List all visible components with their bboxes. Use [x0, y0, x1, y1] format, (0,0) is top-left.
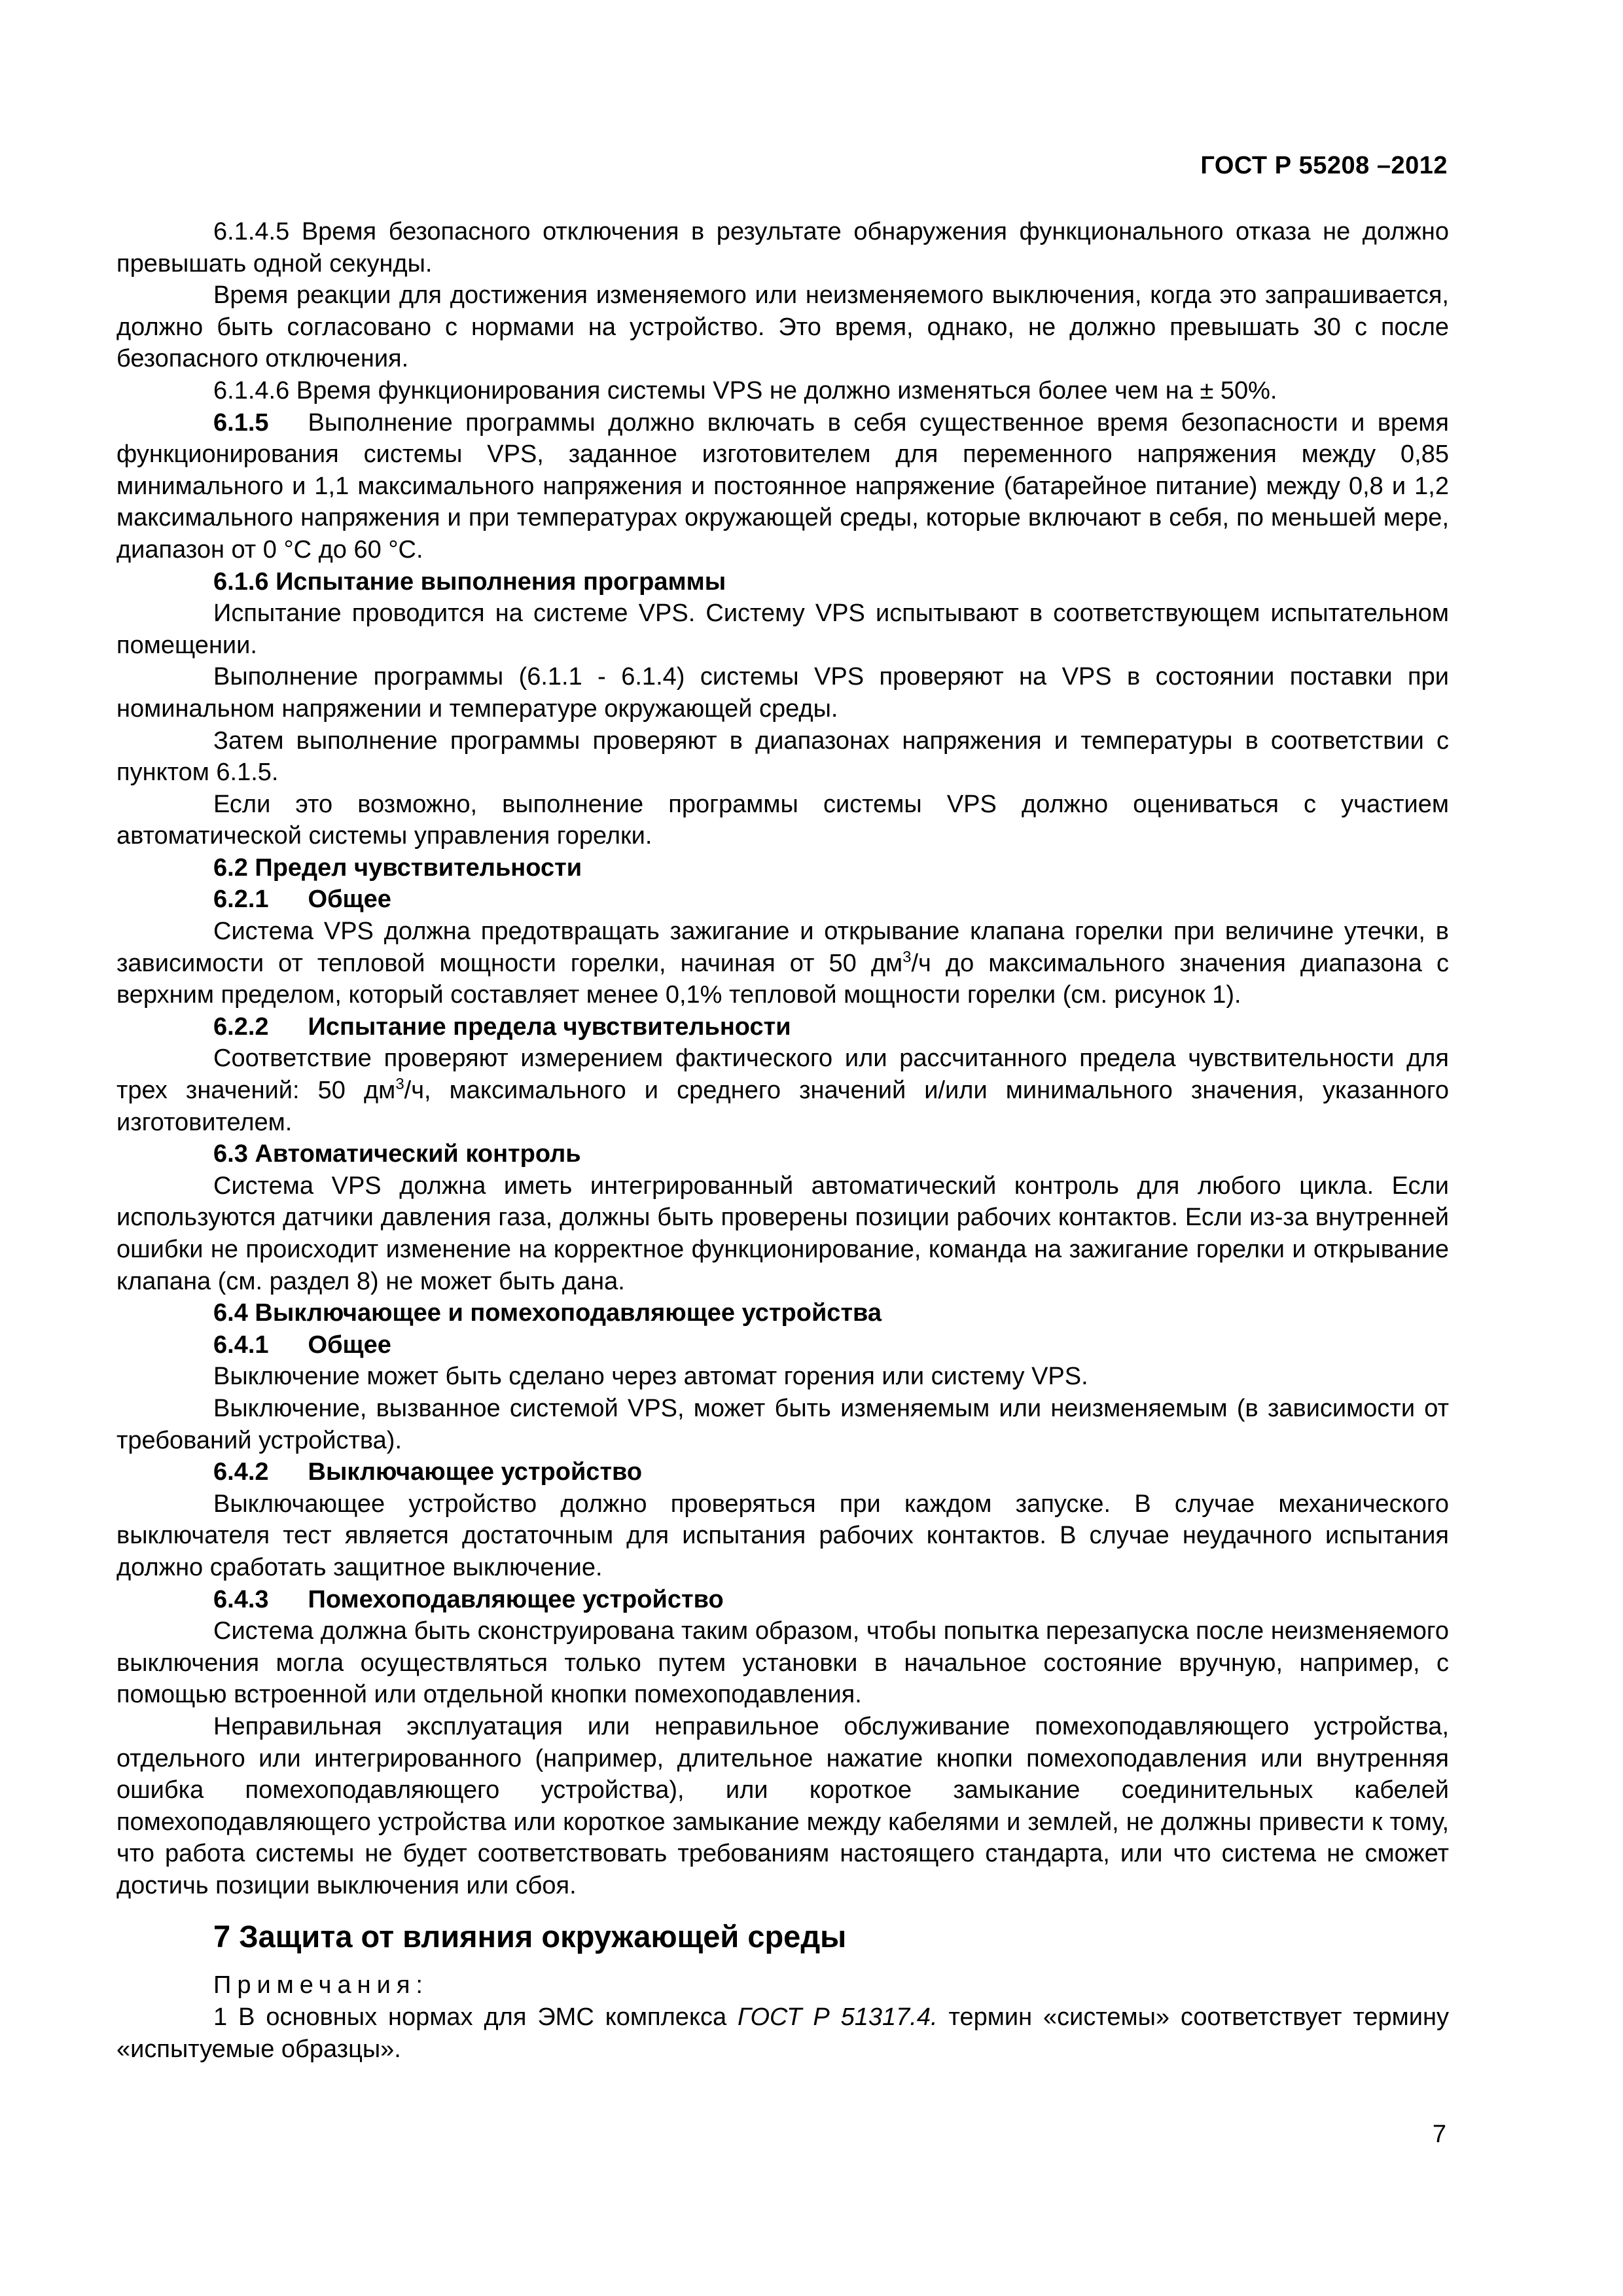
paragraph-shutdown: Выключение может быть сделано через автомат горения или систему VPS. — [213, 1363, 1088, 1391]
clause-title: Общее — [308, 1331, 391, 1359]
page-number: 7 — [1432, 2121, 1446, 2148]
paragraph-auto-control: Система VPS должна иметь интегрированный автоматический контроль для любого цикла. Если используются датчики давления газа, должны быть проверены позиции рабочих контактов. Если из-за внутренней ошибки не происходит изменение на корректное функционирование, команда на зажигание горелки и открывание клапана (см. раздел 8) не может быть дана. — [116, 1172, 1449, 1295]
paragraph-restart: Система должна быть сконструирована таким образом, чтобы попытка перезапуска после неизменяемого выключения могла осуществляться только путем установки в начальное состояние вручную, например, с помощью встроенной или отдельной кнопки помехоподавления. — [116, 1617, 1449, 1709]
heading-6-4-2 — [116, 1456, 1449, 1488]
text-part: Соответствие проверяют измерением фактического или рассчитанного предела чувствительности для трех значений: 50 дм — [116, 1045, 1449, 1105]
text-part: 1 В основных нормах для ЭМС комплекса — [213, 2003, 738, 2032]
note-1 — [116, 2001, 1449, 2065]
clause-title: Выключающее устройство — [308, 1458, 643, 1486]
text-part: термин «системы» соответствует термину «испытуемые образцы». — [116, 2003, 1449, 2063]
clause-number: 6.4.3 — [213, 1585, 269, 1613]
superscript: 3 — [902, 948, 912, 966]
heading-6-4: 6.4 Выключающее и помехоподавляющее устройства — [213, 1299, 882, 1327]
heading-6-1-6: 6.1.6 Испытание выполнения программы — [213, 567, 726, 596]
paragraph-6-1-5 — [116, 407, 1449, 566]
paragraph-6-1-4-6: 6.1.4.6 Время функционирования системы VPS не должно изменяться более чем на ± 50%. — [213, 376, 1277, 404]
clause-title: Общее — [308, 886, 391, 914]
paragraph-burner-control: Если это возможно, выполнение программы системы VPS должно оцениваться с участием автоматической системы управления горелки. — [116, 790, 1449, 850]
paragraph-misuse: Неправильная эксплуатация или неправильное обслуживание помехоподавляющего устройства, отдельного или интегрированного (например, длительное нажатие кнопки помехоподавления или внутренняя ошибка помехоподавляющего устройства), или короткое замыкание соединительных кабелей помехоподавляющего устройства или короткое замыкание между кабелями и землей, не должны привести к тому, что работа системы не будет соответствовать требованиям настоящего стандарта, или что система не сможет достичь позиции выключения или сбоя. — [116, 1712, 1449, 1899]
paragraph-shutdown-device: Выключающее устройство должно проверяться при каждом запуске. В случае механического выключателя тест является достаточным для испытания рабочих контактов. В случае неудачного испытания должно сработать защитное выключение. — [116, 1490, 1449, 1581]
clause-number: 6.2.1 — [213, 886, 269, 914]
heading-6-4-3 — [116, 1584, 1449, 1616]
text-part: /ч до максимального значения диапазона с верхним пределом, который составляет менее 0,1% тепловой мощности горелки (см. рисунок 1). — [116, 949, 1449, 1009]
document-body — [116, 216, 1449, 2065]
text-part: Система VPS должна предотвращать зажигание и открывание клапана горелки при величине утечки, в зависимости от тепловой мощности горелки, начиная от 50 дм — [116, 918, 1449, 977]
document-code-header: ГОСТ Р 55208 –2012 — [1200, 152, 1448, 179]
paragraph-leak-limit — [116, 916, 1449, 1011]
clause-text: Выполнение программы должно включать в себя существенное время безопасности и время функционирования системы VPS, заданное изготовителем для переменного напряжения между 0,85 минимального и 1,1 максимального напряжения и постоянное напряжение (батарейное питание) между 0,8 и 1,2 максимального напряжения и при температурах окружающей среды, которые включают в себя, по меньшей мере, диапазон от 0 °С до 60 °С. — [116, 408, 1449, 564]
standard-reference: ГОСТ Р 51317.4. — [738, 2003, 938, 2032]
paragraph-reaction-time: Время реакции для достижения изменяемого или неизменяемого выключения, когда это запрашивается, должно быть согласовано с нормами на устройство. Это время, однако, не должно превышать 30 с после безопасного отключения. — [116, 281, 1449, 373]
section-7-heading: 7 Защита от влияния окружающей среды — [213, 1919, 847, 1954]
clause-title: Испытание предела чувствительности — [308, 1013, 791, 1041]
paragraph-program-check: Выполнение программы (6.1.1 - 6.1.4) системы VPS проверяют на VPS в состоянии поставки при номинальном напряжении и температуре окружающей среды. — [116, 663, 1449, 723]
superscript: 3 — [395, 1075, 404, 1094]
paragraph-compliance — [116, 1043, 1449, 1138]
clause-number: 6.4.1 — [213, 1331, 269, 1359]
heading-6-4-1 — [116, 1329, 1449, 1361]
clause-number: 6.4.2 — [213, 1458, 269, 1486]
notes-label: Примечания: — [213, 1971, 429, 2000]
clause-number: 6.2.2 — [213, 1013, 269, 1041]
clause-title: Помехоподавляющее устройство — [308, 1585, 724, 1613]
heading-6-3: 6.3 Автоматический контроль — [213, 1140, 581, 1168]
heading-6-2-2 — [116, 1011, 1449, 1043]
heading-6-2: 6.2 Предел чувствительности — [213, 853, 582, 882]
paragraph-ranges-check: Затем выполнение программы проверяют в диапазонах напряжения и температуры в соответствии с пунктом 6.1.5. — [116, 726, 1449, 787]
heading-6-2-1 — [116, 884, 1449, 916]
paragraph-6-1-4-5: 6.1.4.5 Время безопасного отключения в результате обнаружения функционального отказа не должно превышать одной секунды. — [116, 218, 1449, 278]
text-part: /ч, максимального и среднего значений и/или минимального значения, указанного изготовителем. — [116, 1077, 1449, 1136]
paragraph-test-vps: Испытание проводится на системе VPS. Систему VPS испытывают в соответствующем испытательном помещении. — [116, 600, 1449, 659]
paragraph-shutdown-types: Выключение, вызванное системой VPS, может быть изменяемым или неизменяемым (в зависимости от требований устройства). — [116, 1394, 1449, 1454]
clause-number: 6.1.5 — [213, 408, 269, 437]
